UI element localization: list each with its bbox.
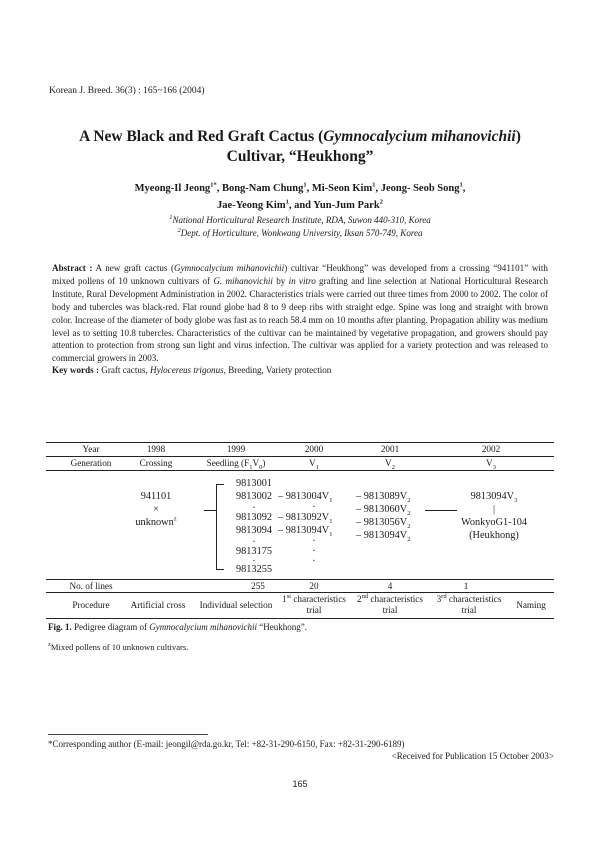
lines-label: No. of lines	[69, 581, 113, 591]
lines-2002: 1	[463, 581, 469, 591]
procedure-text: characteristics	[446, 594, 502, 604]
abstract-text: by	[272, 275, 289, 286]
line-2002-bar: |	[492, 504, 496, 515]
abstract	[52, 262, 548, 365]
abstract-label: Abstract :	[52, 263, 93, 273]
subscript: 2	[407, 497, 411, 505]
header-2002: 2002	[481, 444, 501, 454]
paper-title	[40, 127, 560, 167]
line-1999: 9813001	[235, 478, 273, 489]
footnote-mark: z	[173, 515, 177, 523]
line-text: – 9813094V	[278, 525, 330, 536]
line-2001	[356, 503, 432, 516]
cross-pollen-text: unknown	[135, 517, 174, 528]
author-name: Myeong-Il Jeong	[134, 183, 211, 194]
cultivar-name: (Heukhong)	[469, 530, 519, 541]
footnote-mark: z	[48, 641, 51, 649]
line-1999: ·	[252, 503, 256, 514]
line-2001	[356, 516, 432, 529]
generation-text: V	[252, 458, 260, 468]
author-mark: 1	[459, 181, 463, 189]
keywords	[52, 364, 548, 377]
affiliation-2	[40, 227, 560, 240]
table-rule	[46, 592, 554, 593]
author-mark: 2	[379, 198, 383, 206]
procedure-text: 1	[282, 594, 287, 604]
procedure-text: characteristics	[368, 594, 423, 604]
header-2001: 2001	[380, 444, 400, 454]
procedure-text: trial	[461, 605, 477, 615]
cross-parent: 941101	[140, 491, 172, 502]
affiliation-text: National Horticultural Research Institute, RDA, Suwon 440-310, Korea	[172, 215, 431, 225]
pedigree-connector	[216, 569, 224, 570]
procedure-1999: Individual selection	[199, 600, 273, 610]
caption-label: Fig. 1.	[48, 622, 72, 632]
generation-crossing: Crossing	[139, 458, 173, 468]
generation-text: V	[486, 458, 493, 468]
pedigree-connector	[204, 510, 216, 511]
keywords-label: Key words :	[52, 365, 99, 375]
procedure-2001	[352, 594, 428, 616]
subscript: 1	[329, 518, 333, 526]
line-2000: ·	[312, 546, 316, 557]
procedure-text: trial	[306, 605, 322, 615]
header-year: Year	[82, 444, 100, 454]
subscript: 1	[329, 531, 333, 539]
abstract-text: ) cultivar “Heukhong” was developed from a crossing “941101” with mixed pollens of 10 unknown cultivars of	[52, 263, 548, 286]
caption-text: Pedigree diagram of	[71, 622, 150, 632]
table-rule	[46, 456, 554, 457]
procedure-2002	[430, 594, 508, 616]
journal-citation: Korean J. Breed. 36(3) : 165~166 (2004)	[49, 86, 205, 96]
footnote-text: Mixed pollens of 10 unknown cultivars.	[50, 642, 189, 652]
table-rule	[46, 579, 554, 580]
author-mark: 1	[285, 198, 289, 206]
line-1999: 9813094	[235, 525, 273, 536]
caption-species: Gymnocalycium mihanovichii	[149, 622, 257, 632]
header-1998: 1998	[146, 444, 166, 454]
author-mark: 1	[303, 181, 307, 189]
footnote-divider	[48, 734, 208, 735]
affiliation-mark: 1	[169, 214, 173, 221]
generation-v3	[428, 458, 554, 469]
generation-v2	[352, 458, 428, 469]
pedigree-bracket	[216, 484, 217, 569]
lines-2000: 20	[309, 581, 319, 591]
page-number: 165	[292, 779, 308, 789]
line-2000: ·	[312, 536, 316, 547]
subscript: 1	[315, 463, 319, 471]
header-1999: 1999	[226, 444, 246, 454]
author-name: Bong-Nam Chung	[221, 183, 304, 194]
generation-text: V	[309, 458, 316, 468]
cultivar-code: WonkyoG1-104	[460, 517, 528, 528]
cross-symbol: ×	[153, 504, 159, 515]
procedure-1998: Artificial cross	[130, 600, 186, 610]
procedure-text: 2	[357, 594, 362, 604]
pedigree-connector	[425, 510, 457, 511]
line-1999: ·	[252, 537, 256, 548]
generation-text: V	[385, 458, 392, 468]
generation-text: )	[262, 458, 266, 468]
title-line-1	[40, 127, 560, 147]
table-rule	[46, 470, 554, 471]
author-name: Jae-Yeong Kim	[217, 200, 286, 211]
subscript: 3	[514, 497, 518, 505]
cross-pollen	[118, 516, 194, 529]
figure-caption	[48, 622, 307, 632]
author-name: Yun-Jum Park	[313, 200, 380, 211]
subscript: 2	[407, 536, 411, 544]
line-2001	[356, 529, 432, 542]
title-line-2: Cultivar, “Heukhong”	[226, 148, 374, 165]
line-text: – 9813089V	[356, 491, 408, 502]
subscript: 3	[492, 463, 496, 471]
line-1999: 9813092	[235, 512, 273, 523]
lines-2001: 4	[387, 581, 393, 591]
keywords-text: , Breeding, Variety protection	[223, 365, 332, 375]
generation-label: Generation	[70, 458, 112, 468]
generation-text: Seedling (F	[206, 458, 250, 468]
affiliation-text: Dept. of Horticulture, Wonkwang University, Iksan 570-749, Korea	[180, 228, 423, 238]
line-1999: 9813002	[235, 491, 273, 502]
procedure-2000	[276, 594, 352, 616]
ordinal-mark: rd	[441, 592, 447, 600]
line-2001	[356, 490, 432, 503]
line-1999: ·	[252, 556, 256, 567]
line-1999: 9813255	[235, 564, 273, 575]
corresponding-author: *Corresponding author (E-mail: jeongil@rda.go.kr, Tel: +82-31-290-6150, Fax: +82-31-290-6189)	[48, 739, 405, 749]
generation-seedling	[196, 458, 276, 469]
line-text: – 9813060V	[356, 504, 408, 515]
abstract-text: grafting and line selection at National Horticultural Research Institute, Rural Development Administration in 2002. Characteristics trials were carried out three times from 2000 to 2002. The color of body and tubercles was black-red. Flat round globe had 8 to 9 deep ribs with straight edge. Spine was long and straight with brown color. Increase of the diameter of body globe was fast as to reach 58.4 mm on 10 months after planting. Propagation ability was medium level as to setting 10.8 tubercles. Characteristics of the cultivar can be maintained by vegetative propagation, and growers should pay attention to protection from strong sun light and virus infection. The cultivar was applied for a variety protection and was released to commercial growers in 2003.	[52, 275, 548, 364]
header-2000: 2000	[304, 444, 324, 454]
author-mark: 1	[372, 181, 376, 189]
keywords-text: Graft cactus,	[98, 365, 150, 375]
author-name: Jeong- Seob Song	[380, 183, 460, 194]
abstract-term: in vitro	[288, 275, 316, 286]
title-species: Gymnocalycium mihanovichii	[323, 128, 516, 145]
affiliation-mark: 2	[177, 227, 181, 234]
subscript: 1	[249, 463, 253, 471]
line-2000	[278, 511, 354, 524]
abstract-species: G. mihanovichii	[213, 275, 273, 286]
author-list: Myeong-Il Jeong$^{1*}$, Bong-Nam Chung$^1$, Mi-Seon Kim$^1$, Jeong- Seob Song$^1$, Jae-Yeong Kim$^1$, and Yun-Jum Park$^2$	[134, 181, 466, 211]
pedigree-connector	[216, 484, 224, 485]
table-footnote	[48, 642, 188, 652]
line-2000: ·	[312, 556, 316, 567]
author-name: Mi-Seon Kim	[311, 183, 373, 194]
subscript: 2	[407, 523, 411, 531]
line-text: – 9813094V	[356, 530, 408, 541]
line-2002	[456, 490, 532, 503]
abstract-text: A new graft cactus (	[92, 263, 175, 273]
line-text: – 9813056V	[356, 517, 408, 528]
title-text: A New Black and Red Graft Cactus (	[79, 128, 324, 145]
abstract-species: Gymnocalycium mihanovichii	[174, 263, 285, 273]
line-text: – 9813004V	[278, 491, 330, 502]
subscript: 2	[407, 510, 411, 518]
lines-1999: 255	[251, 581, 265, 591]
line-text: – 9813092V	[278, 512, 330, 523]
keywords-species: Hylocereus trigonus	[150, 365, 224, 375]
procedure-label: Procedure	[72, 600, 110, 610]
title-text: )	[515, 128, 521, 145]
procedure-text: characteristics	[291, 594, 346, 604]
line-text: 9813094V	[470, 491, 515, 502]
generation-v1	[276, 458, 352, 469]
ordinal-mark: nd	[361, 592, 369, 600]
affiliation-1	[40, 214, 560, 227]
caption-text: “Heukhong”.	[256, 622, 307, 632]
line-2000: ·	[312, 502, 316, 513]
procedure-naming: Naming	[516, 600, 546, 610]
line-1999: 9813175	[235, 546, 273, 557]
subscript: 2	[391, 463, 395, 471]
author-mark: 1*	[210, 181, 217, 189]
table-rule-bottom	[46, 618, 554, 619]
procedure-text: trial	[382, 605, 398, 615]
subscript: 0	[259, 463, 263, 471]
affiliations	[40, 214, 560, 240]
procedure-text: 3	[436, 594, 442, 604]
received-date: <Received for Publication 15 October 2003>	[391, 751, 554, 761]
table-rule-top	[46, 442, 554, 443]
subscript: 1	[329, 497, 333, 505]
ordinal-mark: st	[286, 592, 292, 600]
